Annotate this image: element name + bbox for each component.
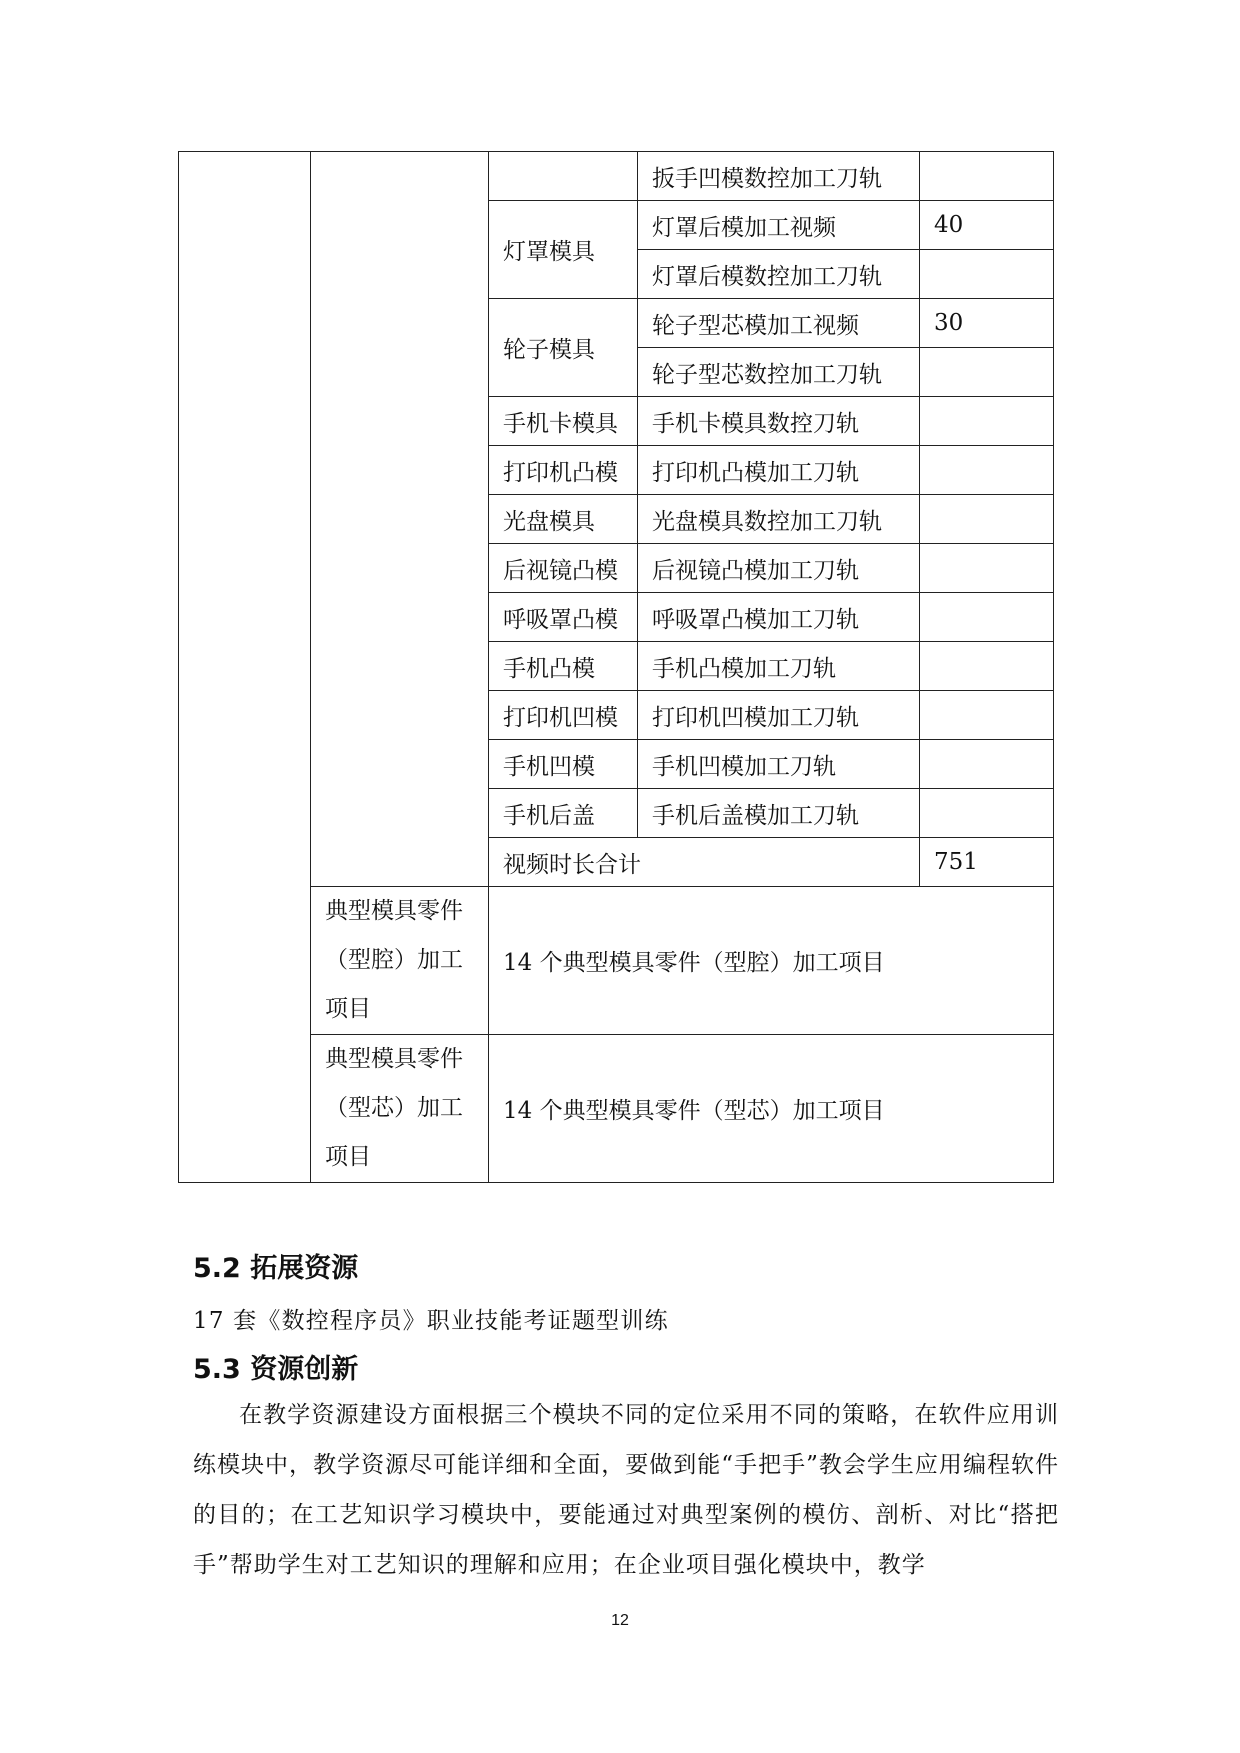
total-value-cell: 751 [920, 838, 1054, 887]
duration-cell [920, 740, 1054, 789]
total-label-cell: 视频时长合计 [489, 838, 920, 887]
resource-item-cell: 打印机凹模加工刀轨 [638, 691, 920, 740]
table-row [179, 1035, 1054, 1183]
section-5-2-heading: 5.2 拓展资源 [193, 1253, 359, 1284]
module-cell [179, 152, 311, 1183]
duration-cell [920, 348, 1054, 397]
resource-item-cell: 打印机凸模加工刀轨 [638, 446, 920, 495]
resource-item-cell: 手机卡模具数控刀轨 [638, 397, 920, 446]
mold-name-cell: 轮子模具 [489, 299, 638, 397]
table-row [179, 152, 1054, 201]
resource-item-cell: 手机凹模加工刀轨 [638, 740, 920, 789]
mold-name-cell: 手机凹模 [489, 740, 638, 789]
cavity-category-cell: 典型模具零件（型腔）加工项目 [311, 887, 489, 1035]
section-5-3-paragraph: 在教学资源建设方面根据三个模块不同的定位采用不同的策略，在软件应用训练模块中，教学资源尽可能详细和全面，要做到能“手把手”教会学生应用编程软件的目的；在工艺知识学习模块中，要能通过对典型案例的模仿、剖析、对比“搭把手”帮助学生对工艺知识的理解和应用；在企业项目强化模块中，教学 [193, 1402, 1059, 1578]
table-row [179, 887, 1054, 1035]
mold-name-cell [489, 152, 638, 201]
mold-name-cell: 手机卡模具 [489, 397, 638, 446]
mold-name-cell: 打印机凹模 [489, 691, 638, 740]
mold-name-cell: 打印机凸模 [489, 446, 638, 495]
duration-cell: 40 [920, 201, 1054, 250]
duration-cell [920, 495, 1054, 544]
core-description-cell: 14 个典型模具零件（型芯）加工项目 [489, 1035, 1054, 1183]
resource-item-cell: 光盘模具数控加工刀轨 [638, 495, 920, 544]
mold-name-cell: 手机后盖 [489, 789, 638, 838]
duration-cell [920, 250, 1054, 299]
resource-item-cell: 扳手凹模数控加工刀轨 [638, 152, 920, 201]
resource-item-cell: 手机凸模加工刀轨 [638, 642, 920, 691]
mold-name-cell: 手机凸模 [489, 642, 638, 691]
section-5-3-heading: 5.3 资源创新 [193, 1354, 359, 1385]
resource-item-cell: 后视镜凸模加工刀轨 [638, 544, 920, 593]
mold-name-cell: 灯罩模具 [489, 201, 638, 299]
duration-cell: 30 [920, 299, 1054, 348]
mold-name-cell: 后视镜凸模 [489, 544, 638, 593]
duration-cell [920, 789, 1054, 838]
duration-cell [920, 397, 1054, 446]
duration-cell [920, 593, 1054, 642]
page-number: 12 [611, 1612, 629, 1629]
duration-cell [920, 544, 1054, 593]
section-5-2-text: 17 套《数控程序员》职业技能考证题型训练 [193, 1308, 669, 1334]
duration-cell [920, 152, 1054, 201]
resource-item-cell: 灯罩后模加工视频 [638, 201, 920, 250]
resource-item-cell: 手机后盖模加工刀轨 [638, 789, 920, 838]
duration-cell [920, 691, 1054, 740]
mold-name-cell: 光盘模具 [489, 495, 638, 544]
resource-table [178, 151, 1054, 1183]
mold-name-cell: 呼吸罩凸模 [489, 593, 638, 642]
duration-cell [920, 642, 1054, 691]
resource-item-cell: 轮子型芯数控加工刀轨 [638, 348, 920, 397]
cavity-description-cell: 14 个典型模具零件（型腔）加工项目 [489, 887, 1054, 1035]
resource-item-cell: 呼吸罩凸模加工刀轨 [638, 593, 920, 642]
duration-cell [920, 446, 1054, 495]
category-cell [311, 152, 489, 887]
core-category-cell: 典型模具零件（型芯）加工项目 [311, 1035, 489, 1183]
resource-item-cell: 轮子型芯模加工视频 [638, 299, 920, 348]
resource-item-cell: 灯罩后模数控加工刀轨 [638, 250, 920, 299]
